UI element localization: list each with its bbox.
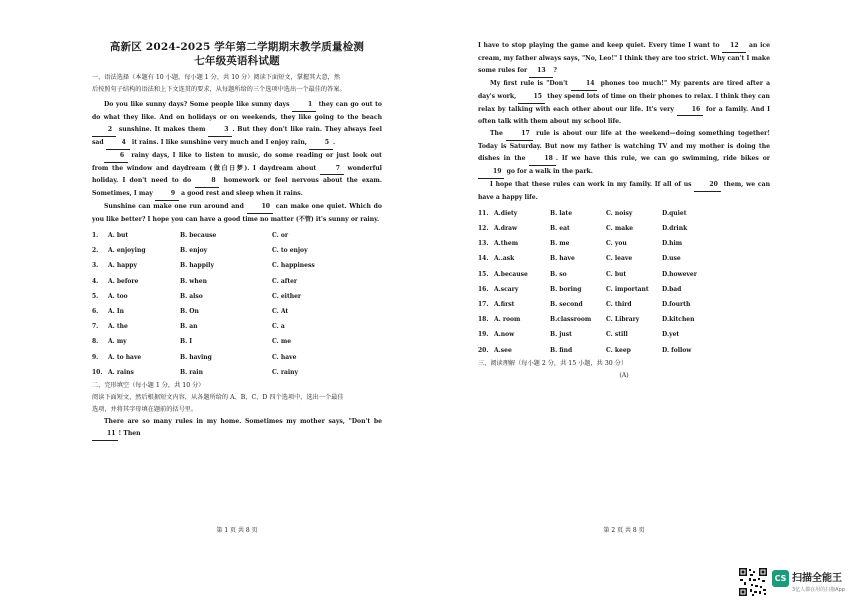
exam-page-1 [92,40,383,534]
option-row-13 [478,236,770,251]
option-c: C. me [272,338,292,346]
option-row-7 [92,319,382,334]
option-c: C. leave [606,255,633,263]
cloze-paragraph-4: I hope that these rules can work in my family. If all of us 20 them, we can have a happy life. [478,180,770,201]
section-2-instruction-line1: 阅读下面短文，然后根据短文内容，从各题所给的 A、B、C、D 四个选项中，选出一个最佳 [92,394,344,402]
blank-12: 12 [722,40,746,53]
option-n: 15. [478,270,489,278]
blank-20: 20 [694,179,720,192]
option-d: D.quiet [662,209,687,217]
option-c: C. third [606,301,632,308]
option-n: 18. [478,316,489,324]
option-row-2 [92,243,382,258]
option-c: C. have [272,353,297,361]
option-row-19 [478,327,770,342]
option-c: C. either [272,292,302,300]
option-n: 17. [478,301,489,308]
option-row-8 [92,334,382,349]
option-b: B. On [180,308,199,316]
blank-8: 8 [195,175,219,188]
option-n: 16. [478,285,489,293]
option-c: C. you [606,240,627,248]
option-n: 9. [92,353,99,361]
option-b: B. me [550,240,570,248]
option-c: C. happiness [272,262,315,270]
option-b: B. rain [180,368,203,376]
option-c: C. rainy [272,368,299,376]
option-c: C. or [272,232,289,240]
option-a: A. but [108,232,129,240]
option-a: A.now [494,331,515,339]
section-2-heading: 二、完形填空（每小题 1 分，共 10 分） [92,382,205,390]
option-c: C. At [272,308,289,316]
option-b: B. having [180,353,212,361]
cloze-paragraph-2: My first rule is "Don't 14 phones too much!" My parents are tired after a day's work, 15 they spend lots of time on their phones to relax. I think they can relax by talking with each other about our life. It's very 16 for a family. And I often talk with them about my school life. [478,79,771,126]
option-row-15 [478,267,770,282]
option-a: A. to have [108,353,142,361]
option-a: A. In [108,308,125,316]
option-row-17 [478,297,770,312]
option-d: D.kitchen [662,316,695,324]
option-b: B. when [180,277,207,285]
option-n: 19. [478,331,489,339]
option-a: A..ask [494,255,515,263]
option-row-12 [478,221,770,236]
option-row-1 [92,228,382,243]
option-d: D.fourth [662,301,691,308]
page-number-1: 第 1 页 共 8 页 [216,527,258,534]
option-b: B. find [550,346,573,354]
option-n: 14. [478,255,489,263]
option-d: D.drink [662,224,688,232]
option-row-4 [92,274,382,289]
option-c: C. a [272,323,285,331]
option-a: A.see [494,346,512,354]
option-row-14 [478,251,770,266]
option-a: A.because [494,270,528,278]
section-1-instruction-line1: 一、语法选择（本题有 10 小题，每小题 1 分，共 10 分）阅读下面短文，掌握其大意，然 [92,74,341,81]
section-1-instruction-line2: 后按照句子结构的语法和上下文连贯的要求，从每题所给的三个选项中选出一个最佳的答案。 [92,86,346,93]
option-b: B. because [180,232,217,240]
blank-4: 4 [106,137,130,150]
page-number-2: 第 2 页 共 8 页 [603,527,645,534]
blank-5: 5 [309,137,333,150]
option-n: 2. [92,247,99,255]
blank-11: 11 [92,428,118,441]
option-b: B.classroom [550,316,592,324]
option-row-3 [92,258,382,273]
option-row-18 [478,312,770,327]
blank-10: 10 [247,201,273,214]
option-c: C. keep [606,346,631,354]
blank-7: 7 [320,163,344,176]
option-d: D.use [662,255,681,263]
option-d: D.however [662,270,697,278]
passage-paragraph-1: Do you like sunny days? Some people like sunny days 1 they can go out to do what they like. And on holidays or on weekends, they like going to the beach 2 sunshine. It makes them 3 . But they don't like rain. They always feel sad 4 it rains. I like sunshine very much and I enjoy rain, 5 . [92,99,382,150]
qr-code [738,567,768,597]
option-n: 7. [92,323,99,331]
passage-paragraph-3: Sunshine can make one run around and 10 can make one quiet. Which do you like better? I hope you can have a good time no matter (不管) it's sunny or rainy. [92,203,382,224]
option-row-20 [478,343,770,358]
option-n: 4. [92,277,99,285]
option-a: A.draw [494,224,518,232]
cloze-paragraph-3: The 17 rule is about our life at the weekend—doing something together! Today is Saturday. But now my father is watching TV and my mother is doing the dishes in the 18 . If we have this rule, we can go swimming, ride bikes or 19 go for a walk in the park. [478,128,770,179]
option-a: A. my [108,338,127,346]
blank-13: 13 [529,65,553,78]
exam-page-2 [478,40,771,534]
cloze-options [478,206,770,358]
option-c: C. make [606,224,634,232]
option-n: 8. [92,338,99,346]
section-3-heading: 三、阅读理解（每小题 2 分，共 15 小题，共 30 分） [478,359,628,367]
option-b: B. also [180,292,203,300]
cloze-paragraph-1: I have to stop playing the game and keep quiet. Every time I want to 12 an ice cream, my father always says, "No, Leo!" I think they are too strict. Why can't I make some rules for 13 ? [478,40,770,78]
option-d: D. follow [662,346,692,354]
option-b: B. an [180,323,198,331]
option-b: B. so [550,270,567,278]
scanner-app-name: 扫描全能王 [792,573,842,584]
blank-15: 15 [518,91,544,104]
camscanner-logo: CS [772,570,789,587]
option-d: D.yet [662,331,680,339]
qr-code-graphic [738,567,768,597]
option-c: C. important [606,285,649,293]
option-n: 11. [478,209,489,217]
blank-9: 9 [155,188,179,201]
option-a: A.them [494,240,519,248]
option-a: A. enjoying [108,247,146,255]
option-row-6 [92,304,382,319]
option-row-16 [478,282,770,297]
option-a: A.diety [494,209,518,217]
option-c: C. but [606,270,627,278]
option-a: A. rains [108,368,134,376]
blank-19: 19 [478,166,504,179]
option-n: 12. [478,224,489,232]
option-n: 10. [92,368,103,376]
option-c: C. noisy [606,209,633,217]
blank-2: 2 [92,124,116,137]
blank-17: 17 [506,128,532,141]
option-a: A. too [108,292,128,300]
option-n: 3. [92,262,99,270]
option-b: B. I [180,338,193,346]
option-a: A.scary [494,285,519,293]
option-c: C. to enjoy [272,247,308,255]
option-d: D.him [662,240,683,248]
blank-16: 16 [677,104,703,117]
blank-18: 18 [529,153,555,166]
option-row-11 [478,206,770,221]
option-c: C. Library [606,316,640,324]
option-a: A. room [494,316,521,324]
cloze-paragraph-start: There are so many rules in my home. Sometimes my mother says, "Don't be 11 ! Then [92,416,382,441]
passage-paragraph-2: 6 rainy days, I like to listen to music, do some reading or just look out from the window and daydream (做白日梦). I daydream about 7 wonderful holiday. I don't need to do 8 homework or feel nervous about the exam. Sometimes, I may 9 a good rest and sleep when it rains. [92,150,382,202]
option-row-9 [92,350,382,365]
option-b: B. just [550,331,572,339]
exam-title: 高新区 2024-2025 学年第二学期期末教学质量检测 [109,41,365,53]
option-b: B. enjoy [180,247,208,255]
option-d: D.bad [662,285,682,293]
option-a: A. before [108,277,139,285]
option-row-5 [92,289,382,304]
blank-6: 6 [104,150,128,163]
blank-1: 1 [292,99,316,112]
option-b: B. late [550,209,573,217]
option-b: B. second [550,301,583,308]
option-b: B. boring [550,285,582,293]
option-n: 1. [92,232,99,240]
blank-3: 3 [208,124,232,137]
grammar-options [92,228,382,380]
option-n: 5. [92,292,99,300]
option-a: A. the [108,323,128,331]
option-a: A. happy [108,262,137,270]
option-a: A.first [494,301,515,308]
blank-14: 14 [571,78,597,91]
option-n: 6. [92,308,99,316]
option-b: B. happily [180,262,214,270]
option-n: 20. [478,346,489,354]
section-3-part-a: (A) [619,371,629,379]
option-b: B. eat [550,224,570,232]
option-c: C. after [272,277,298,285]
exam-subtitle: 七年级英语科试题 [194,55,280,67]
option-c: C. still [606,331,628,339]
option-n: 13. [478,240,489,248]
option-b: B. have [550,255,575,263]
option-row-10 [92,365,382,380]
section-2-instruction-line2: 选项，并将其字母填在题前的括号里。 [92,406,198,414]
scanner-app-tagline: 3亿人都在用的扫描App [792,587,845,593]
